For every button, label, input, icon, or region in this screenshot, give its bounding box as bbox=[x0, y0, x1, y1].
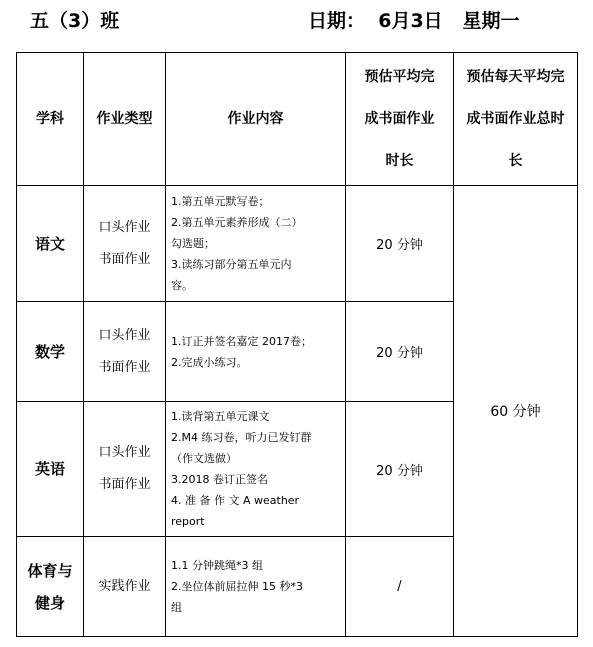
content-cell bbox=[166, 402, 346, 537]
total-duration-cell: 60 分钟 bbox=[454, 186, 578, 637]
header-total-duration bbox=[454, 53, 578, 186]
header-line: 预估平均完 bbox=[364, 69, 435, 85]
header-avg-duration bbox=[346, 53, 454, 186]
subject-cell bbox=[17, 537, 84, 637]
content-line: 容。 bbox=[171, 279, 193, 292]
table-header-row bbox=[17, 53, 578, 186]
content-line: 1.第五单元默写卷； bbox=[171, 195, 270, 208]
duration-cell: / bbox=[346, 537, 454, 637]
subject-cell bbox=[17, 402, 84, 537]
content-line: report bbox=[171, 515, 205, 528]
homework-type: 口头作业 bbox=[98, 445, 151, 460]
class-title: 五（3）班 bbox=[30, 10, 120, 32]
type-cell bbox=[84, 537, 166, 637]
homework-type: 书面作业 bbox=[98, 251, 151, 267]
content-line: 3.2018 卷订正签名 bbox=[171, 473, 268, 486]
duration-cell: 20 分钟 bbox=[346, 402, 454, 537]
header-line: 时长 bbox=[385, 153, 414, 169]
homework-table bbox=[16, 52, 578, 637]
content-cell bbox=[166, 302, 346, 402]
content-line: （作文选做） bbox=[171, 452, 237, 465]
homework-type: 书面作业 bbox=[98, 359, 151, 375]
content-line: 4. 准 备 作 文 A weather bbox=[171, 494, 300, 507]
subject-cell bbox=[17, 186, 84, 302]
header-subject bbox=[17, 53, 84, 186]
subject-cell bbox=[17, 302, 84, 402]
content-line: 3.读练习部分第五单元内 bbox=[171, 258, 292, 271]
content-line: 1.读背第五单元课文 bbox=[171, 410, 270, 423]
header-line: 成书面作业总时 bbox=[466, 111, 565, 127]
subject-name: 体育与 bbox=[27, 561, 73, 580]
header-type bbox=[84, 53, 166, 186]
type-cell bbox=[84, 402, 166, 537]
content-line: 组 bbox=[171, 601, 182, 614]
subject-name: 英语 bbox=[34, 460, 65, 478]
header-line: 成书面作业 bbox=[364, 111, 435, 127]
header-line: 作业内容 bbox=[227, 111, 284, 127]
homework-type: 书面作业 bbox=[98, 477, 151, 492]
content-line: 2.第五单元素养形成（二） bbox=[171, 216, 303, 229]
header-content bbox=[166, 53, 346, 186]
subject-name: 健身 bbox=[34, 593, 65, 612]
duration-cell: 20 分钟 bbox=[346, 302, 454, 402]
duration-cell: 20 分钟 bbox=[346, 186, 454, 302]
type-cell bbox=[84, 186, 166, 302]
header-line: 长 bbox=[508, 153, 523, 169]
content-line: 勾选题； bbox=[171, 237, 215, 250]
subject-name: 数学 bbox=[34, 342, 65, 361]
content-cell bbox=[166, 186, 346, 302]
header-line: 预估每天平均完 bbox=[466, 69, 565, 85]
table-row bbox=[17, 186, 578, 302]
date-line: 日期： 6月3日 星期一 bbox=[308, 10, 520, 32]
homework-type: 实践作业 bbox=[98, 578, 151, 594]
header-line: 学科 bbox=[36, 111, 64, 127]
homework-type: 口头作业 bbox=[98, 327, 151, 343]
header-line: 作业类型 bbox=[96, 111, 153, 127]
homework-type: 口头作业 bbox=[98, 219, 151, 235]
content-cell bbox=[166, 537, 346, 637]
content-line: 2.M4 练习卷，听力已发钉群 bbox=[171, 431, 312, 444]
subject-name: 语文 bbox=[34, 234, 65, 253]
content-line: 2.完成小练习。 bbox=[171, 355, 248, 369]
content-line: 2.坐位体前屈拉伸 15 秒*3 bbox=[171, 580, 303, 593]
type-cell bbox=[84, 302, 166, 402]
content-line: 1.1 分钟跳绳*3 组 bbox=[171, 559, 263, 572]
content-line: 1.订正并签名嘉定 2017卷； bbox=[171, 334, 312, 348]
